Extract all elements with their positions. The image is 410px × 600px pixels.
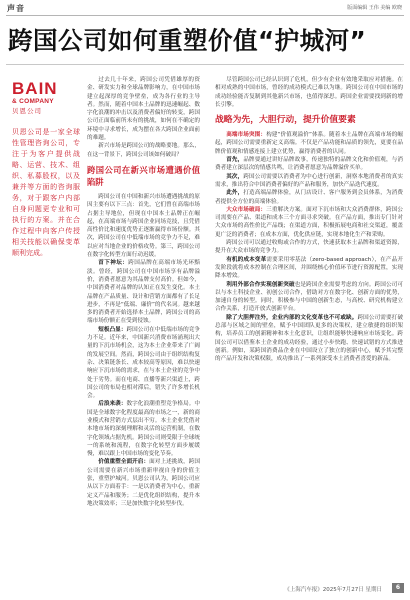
paragraph-body: 数字化浪潮重塑竞争格局。中国是全球数字化程度最高的市场之一，新的商业模式和营销方式层出不穷。本土企业凭借对本地市场的深刻理解和灵活的运营机制，在数字化领域占据先机。跨国公司则受限于全球统一的系统和流程，在数字化转型方面步履缓慢，难以跟上中国市场的变化节奏。 [87, 401, 200, 458]
paragraph-body: 三重解决方案。面对下沉市场和大众消费群体，跨国公司需要在产品、渠道和成本三个方面寻求突破。在产品方面，推出专门针对大众市场的高性价比产品线；在渠道方面，积极拓展电商和社交渠道，覆盖更广泛的消费者；在成本方面，优化供应链，实现本地化生产和采购。 [215, 206, 403, 238]
headline-rule [6, 64, 404, 65]
paragraph-lead: 高端市场突围： [226, 132, 267, 139]
top-bar [0, 0, 410, 16]
paragraph: 跨国公司可以通过收购或合作的方式，快速获取本土品牌和渠道资源，提升在大众市场的竞争力。 [215, 240, 403, 255]
footer-publication: 《上海汽车报》2025年7月27日 星期日 [284, 587, 382, 593]
bain-logo-word [12, 80, 58, 97]
paragraph: 过去几十年来，跨国公司凭借雄厚的资金、研发实力和全球品牌影响力，在中国市场建立起深厚的竞争壁垒，成为各行业的主导者。然而，随着中国本土品牌的迅速崛起、数字化浪潮的冲击以及消费者偏好的转变，跨国公司正面临前所未有的挑战，如何在不确定的环境中寻求增长，成为摆在各大跨国企业面前的难题。 [87, 77, 200, 142]
article-column-1 [87, 76, 200, 508]
bain-logo-letter: B [12, 79, 26, 98]
bain-logo-sub: & COMPANY [12, 98, 54, 105]
paragraph [215, 281, 403, 314]
paragraph [215, 189, 403, 206]
headline: 跨国公司如何重塑价值“护城河” [8, 26, 367, 55]
bain-logo-letter: IN [38, 79, 58, 98]
paragraph-lead: 有机的成本变革 [226, 256, 267, 263]
paragraph-lead: 此外， [226, 190, 244, 197]
paragraph-body: 构建“价值观溢价”体系。随着本土品牌在高端市场的崛起，跨国公司需要重新定义高端。不仅是产品功能和品质的领先，更要在品牌价值观和情感连接上建立优势，赢得消费者的认同。 [215, 132, 403, 155]
paragraph-body: 品牌要通过讲好品牌故事，传递独特的品牌文化和价值观，与消费者建立深层次的情感共鸣，让消费者愿意为品牌溢价买单。 [215, 157, 403, 172]
paragraph [215, 156, 403, 173]
paragraph-lead: 其次， [226, 173, 244, 180]
editors-credit: 版面编辑 王伟 美编 欧晓 [347, 5, 402, 11]
paragraph-lead: 大众市场破局： [226, 206, 267, 213]
paragraph-lead: 价值重塑全面开启： [98, 459, 150, 466]
paragraph [215, 173, 403, 190]
bain-logo-cn: 贝恩公司 [12, 107, 42, 115]
paragraph-lead: 短板凸显： [98, 326, 127, 333]
paragraph [87, 400, 200, 458]
paragraph [215, 206, 403, 239]
paragraph-lead: 首先， [226, 157, 244, 164]
company-intro-text: 贝恩公司是一家全球性管理咨询公司，专注于为客户提供战略、运营、技术、组织、私募股权，以及兼并等方面的咨询服务，对于跟客户内部自身问题更专业和可执行的方案。并在合作过程中向客户传授相关技能以确保变革顺利完成。 [12, 128, 80, 257]
section-label: 声音 [7, 4, 25, 13]
page-number: 6 [392, 583, 404, 593]
subheading: 跨国公司在新兴市场遭遇价值陷阱 [87, 164, 200, 187]
article-column-2 [215, 76, 403, 364]
paragraph: 新兴市场是跨国公司的战略要地。那么，在这一背景下，跨国公司该如何破局？ [87, 143, 200, 158]
paragraph-lead: 利用外部合作实现创新突破 [226, 281, 295, 288]
paragraph [215, 314, 403, 364]
paragraph [87, 326, 200, 401]
paragraph: 尽管跨国公司已经认识到了危机，但少有企业有效地采取应对措施。在相对成熟的中国市场，曾经的成功模式已难以为继。跨国公司在中国市场的成功经验能否复制到其他新兴市场，也值得深思。跨国企业需要找到新的增长引擎。 [215, 77, 403, 108]
paragraph-body: 跨国公司在中低端市场的竞争力不足。近年来，中国新兴消费市场涌现出大量的下沉市场机会，这为本土企业带来了广阔的发展空间。然而，跨国公司由于组织结构复杂、决策链条长、成本较高等原因，难以快速响应下沉市场的需求，在与本土企业的竞争中处于劣势。而在电商、直播等新兴渠道上，跨国公司的布局也相对滞后，错失了许多增长机会。 [87, 326, 200, 400]
page-footer [6, 583, 404, 595]
subheading: 战略为先，大胆行动，提升价值要素 [215, 115, 356, 126]
paragraph [215, 256, 403, 281]
paragraph-body: 跨国公司需要打破总部与区域之间的壁垒，赋予中国团队更多的决策权，建立敏捷的组织架构，培养员工的创新精神和本土化意识，让组织能够快速响应市场变化。跨国公司可以借鉴本土企业的成功经验，通过小步快跑、快速试错的方式推进创新。例如，某跨国消费品企业在中国设立了独立的创新中心，赋予其完整的产品开发和决策权限，成功推出了一系列深受本土消费者喜爱的新品。 [215, 314, 403, 363]
paragraph-body: 跨国品牌在高端市场光环黯淡。曾经，跨国公司在中国市场享有品牌溢价，消费者愿意为其品牌支付高价。但如今，中国消费者对品牌的认知正在发生变化。本土品牌在产品质量、设计和营销方面都有了长足进步，不再是“低端、廉价”的代名词。越来越多的消费者开始选择本土品牌，跨国公司的高端市场份额正在受到侵蚀。 [87, 260, 200, 325]
paragraph-body: 跨国公司需要以消费者为中心进行创新，洞察本地消费者的真实需求，推出符合中国消费者偏好的产品和服务，加快产品迭代速度。 [215, 173, 403, 188]
bain-logo-letter: A [25, 79, 39, 98]
paragraph [87, 458, 200, 508]
paragraph [215, 131, 403, 156]
paragraph [87, 259, 200, 325]
top-rule [6, 15, 404, 16]
paragraph-body: 也是跨国企业需要考虑的方向。跨国公司可以与本土科技企业、初创公司合作，借助对方在数字化、创新方面的优势，加速自身的转型。同时，积极参与中国的创新生态，与高校、研究机构建立合作关系，打造开放式创新平台。 [215, 281, 403, 313]
paragraph-lead: 后浪来袭： [98, 401, 127, 408]
paragraph-body: 面对上述挑战，跨国公司需要在新兴市场重新审视自身的价值主张，重塑护城河。贝恩公司认为，跨国公司应从以下方面着手：一是以消费者为中心，重新定义产品和服务；二是优化组织结构，提升本地决策效率；三是加快数字化转型步伐。 [87, 459, 200, 507]
paragraph: 跨国公司在中国和新兴市场遭遇挑战的原因主要有以下三点：首先，它们曾在高端市场占据主导地位，但现在中国本土品牌正在崛起，在高端市场与跨国企业同场竞技，且凭借高性价比和速度优势正逐渐赢得市场份额。其次，跨国公司在中低端市场的竞争力不足，难以应对当地企业的价格攻势。第三，跨国公司在数字化转型方面行动迟缓。 [87, 193, 200, 259]
bain-logo [12, 80, 80, 115]
paragraph-lead: 除了大胆押注外，企业内部的文化变革也不可或缺。 [226, 314, 358, 321]
company-intro [12, 127, 80, 259]
paragraph-body: 打造高端品牌体验，从门店设计、客户服务到会员体系，为消费者提供全方位的高端体验。 [215, 190, 403, 205]
bain-logo-wordmark [12, 80, 80, 97]
paragraph-lead: 首下神坛： [98, 260, 129, 267]
paragraph-body: 需要采用零基法（zero-based approach），在产品开发阶段就将成本控制在合理区间，并围绕核心价值环节进行资源配置，实现降本增效。 [215, 256, 403, 280]
